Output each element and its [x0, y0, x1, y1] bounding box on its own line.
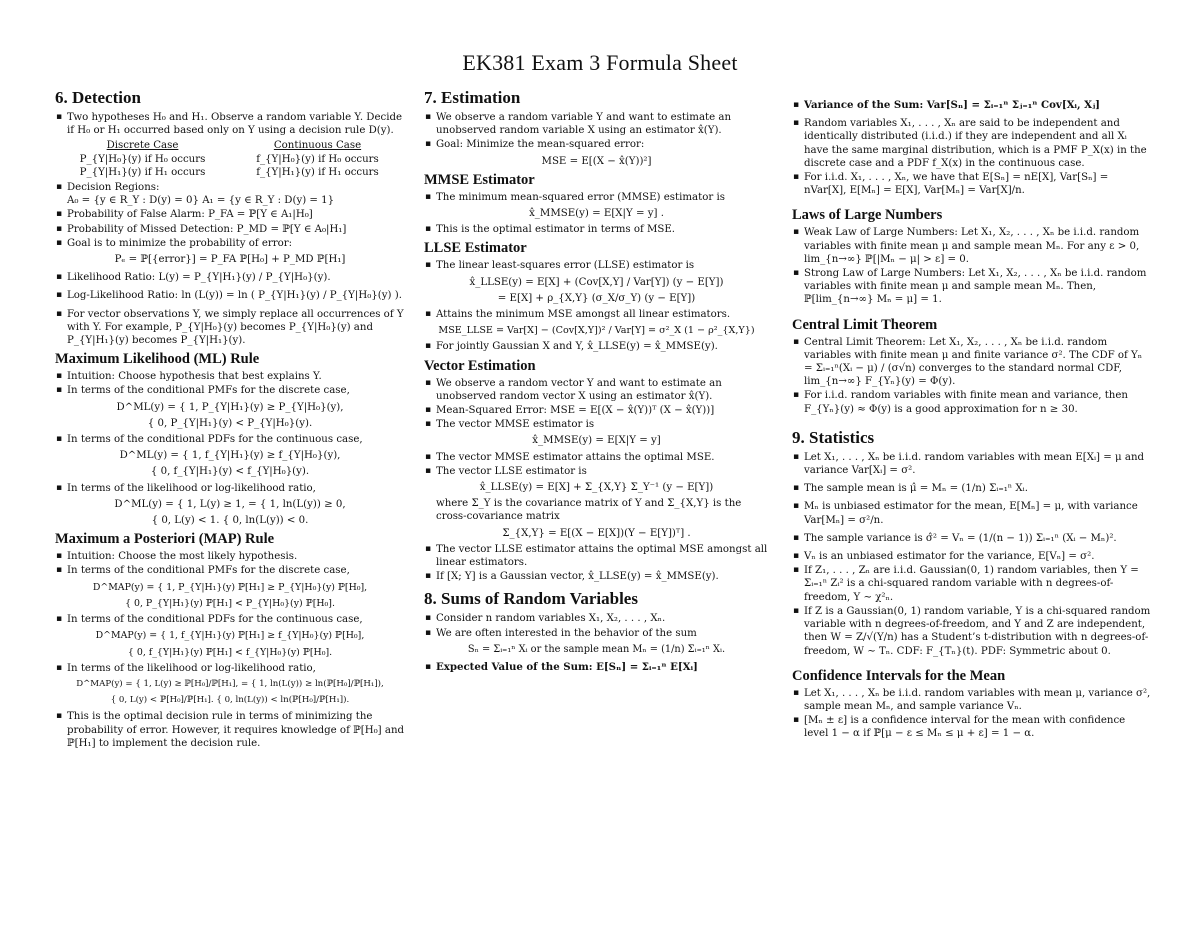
- equation: D^ML(y) = { 1, P_{Y|H₁}(y) ≥ P_{Y|H₀}(y),: [116, 401, 344, 413]
- section-title: 8. Sums of Random Variables: [424, 589, 638, 609]
- list-item: ▪ We are often interested in the behavior of the sum: [436, 627, 769, 640]
- list-item: ▪ For i.i.d. random variables with finite mean and variance, then F_{Yₙ}(y) ≈ Φ(y) is a good approximation for n ≥ 30.: [804, 389, 1152, 415]
- list-item: ▪ Two hypotheses H₀ and H₁. Observe a random variable Y. Decide if H₀ or H₁ occurred based only on Y using a decision rule D(y).: [67, 111, 405, 137]
- list-item: ▪ For vector observations Y, we simply replace all occurrences of Y with Y. For example, P_{Y|H₀}(y) becomes P_{Y|H₀}(y) and P_{Y|H₁}(y) becomes P_{Y|H₁}(y).: [67, 308, 405, 348]
- table-cell: f_{Y|H₀}(y) if H₀ occurs: [256, 153, 379, 165]
- equation: { 0, f_{Y|H₁}(y) < f_{Y|H₀}(y).: [150, 466, 310, 478]
- list-item: ▪ Attains the minimum MSE amongst all linear estimators.: [436, 308, 769, 321]
- list-item: ▪ In terms of the likelihood or log-likelihood ratio,: [67, 482, 405, 495]
- list-item: ▪ Random variables X₁, . . . , Xₙ are said to be independent and identically distributed (i.i.d.) if they are independent and all Xᵢ have the same marginal distribution, which is a PMF P_X(x) in the discrete case and a PDF f_X(x) in the continuous case.: [804, 117, 1152, 170]
- list-item: ▪ Weak Law of Large Numbers: Let X₁, X₂, . . . , Xₙ be i.i.d. random variables with finite mean μ and sample mean Mₙ. For any ε > 0, lim_{n→∞} ℙ[|Mₙ − μ| > ε] = 0.: [804, 226, 1152, 266]
- equation: = E[X] + ρ_{X,Y} (σ_X/σ_Y) (y − E[Y]): [497, 292, 696, 304]
- list-item: ▪ The minimum mean-squared error (MMSE) estimator is: [436, 191, 769, 204]
- list-item: ▪ [Mₙ ± ε] is a confidence interval for the mean with confidence level 1 − α if ℙ[μ − ε ≤ Mₙ ≤ μ + ε] = 1 − α.: [804, 714, 1152, 740]
- list-item: ▪ Strong Law of Large Numbers: Let X₁, X₂, . . . , Xₙ be i.i.d. random variables with finite mean μ and sample mean Mₙ. Then, ℙ[lim_{n→∞} Mₙ = μ] = 1.: [804, 267, 1152, 307]
- subsection-title: Laws of Large Numbers: [792, 207, 943, 224]
- list-item: ▪ Expected Value of the Sum: E[Sₙ] = Σᵢ₌₁ⁿ E[Xᵢ]: [436, 661, 769, 674]
- equation: { 0, P_{Y|H₁}(y) ℙ[H₁] < P_{Y|H₀}(y) ℙ[H₀].: [125, 597, 335, 609]
- list-item: ▪ The vector LLSE estimator attains the optimal MSE amongst all linear estimators.: [436, 543, 769, 569]
- list-item: ▪ Probability of False Alarm: P_FA = ℙ[Y ∈ A₁|H₀]: [67, 208, 405, 221]
- list-item: ▪ The sample variance is σ̂² = Vₙ = (1/(n − 1)) Σᵢ₌₁ⁿ (Xᵢ − Mₙ)².: [804, 532, 1152, 545]
- list-item: ▪ In terms of the conditional PDFs for the continuous case,: [67, 613, 405, 626]
- subsection-title: MMSE Estimator: [424, 171, 535, 188]
- list-item: ▪ This is the optimal decision rule in terms of minimizing the probability of error. However, it requires knowledge of ℙ[H₀] and ℙ[H₁] to implement the decision rule.: [67, 710, 405, 750]
- list-item: ▪ Likelihood Ratio: L(y) = P_{Y|H₁}(y) / P_{Y|H₀}(y).: [67, 271, 405, 284]
- list-item: ▪ The sample mean is μ̂ = Mₙ = (1/n) Σᵢ₌₁ⁿ Xᵢ.: [804, 482, 1152, 495]
- equation: { 0, L(y) < 1. { 0, ln(L(y)) < 0.: [151, 515, 309, 527]
- list-item: ▪ Intuition: Choose hypothesis that best explains Y.: [67, 370, 405, 383]
- case-table: [55, 139, 405, 179]
- equation: { 0, f_{Y|H₁}(y) ℙ[H₁] < f_{Y|H₀}(y) ℙ[H₀].: [127, 646, 333, 658]
- list-item: ▪ In terms of the likelihood or log-likelihood ratio,: [67, 662, 405, 675]
- list-item: ▪ Let X₁, . . . , Xₙ be i.i.d. random variables with mean E[Xᵢ] = μ and variance Var[Xᵢ] = σ².: [804, 451, 1152, 477]
- equation: x̂_LLSE(y) = E[X] + (Cov[X,Y] / Var[Y]) (y − E[Y]): [469, 276, 724, 288]
- list-item: ▪ For i.i.d. X₁, . . . , Xₙ, we have that E[Sₙ] = nE[X], Var[Sₙ] = nVar[X], E[Mₙ] = E[X], Var[Mₙ] = Var[X]/n.: [804, 171, 1152, 197]
- list-item: ▪ Variance of the Sum: Var[Sₙ] = Σᵢ₌₁ⁿ Σⱼ₌₁ⁿ Cov[Xᵢ, Xⱼ]: [804, 99, 1152, 112]
- list-item: ▪ The linear least-squares error (LLSE) estimator is: [436, 259, 769, 272]
- equation: D^MAP(y) = { 1, f_{Y|H₁}(y) ℙ[H₁] ≥ f_{Y|H₀}(y) ℙ[H₀],: [95, 630, 365, 642]
- list-item: ▪ Mean-Squared Error: MSE = E[(X − x̂(Y))ᵀ (X − x̂(Y))]: [436, 404, 769, 417]
- list-item: ▪ The vector MMSE estimator attains the optimal MSE.: [436, 451, 769, 464]
- list-item: ▪ The vector MMSE estimator is: [436, 418, 769, 431]
- page-title: EK381 Exam 3 Formula Sheet: [462, 50, 738, 75]
- equation: MSE = E[(X − x̂(Y))²]: [541, 155, 652, 167]
- equation: D^MAP(y) = { 1, P_{Y|H₁}(y) ℙ[H₁] ≥ P_{Y|H₀}(y) ℙ[H₀],: [92, 581, 368, 593]
- subsection-title: LLSE Estimator: [424, 240, 527, 257]
- column-detection: [55, 86, 405, 751]
- list-item: ▪ Consider n random variables X₁, X₂, . . . , Xₙ.: [436, 612, 769, 625]
- equation: D^MAP(y) = { 1, L(y) ≥ ℙ[H₀]/ℙ[H₁], = { 1, ln(L(y)) ≥ ln(ℙ[H₀]/ℙ[H₁]),: [76, 678, 384, 689]
- paragraph: where Σ_Y is the covariance matrix of Y and Σ_{X,Y} is the cross-covariance matrix: [436, 498, 742, 523]
- equation: D^ML(y) = { 1, f_{Y|H₁}(y) ≥ f_{Y|H₀}(y),: [119, 450, 341, 462]
- equation: Sₙ = Σᵢ₌₁ⁿ Xᵢ or the sample mean Mₙ = (1/n) Σᵢ₌₁ⁿ Xᵢ.: [467, 643, 726, 655]
- list-item: ▪ Mₙ is unbiased estimator for the mean, E[Mₙ] = μ, with variance Var[Mₙ] = σ²/n.: [804, 500, 1152, 526]
- list-item: ▪ For jointly Gaussian X and Y, x̂_LLSE(y) = x̂_MMSE(y).: [436, 340, 769, 353]
- equation: x̂_MMSE(y) = E[X|Y = y]: [532, 435, 661, 447]
- list-item: ▪ Log-Likelihood Ratio: ln (L(y)) = ln ( P_{Y|H₁}(y) / P_{Y|H₀}(y) ).: [67, 289, 405, 302]
- equation: A₀ = {y ∈ R_Y : D(y) = 0} A₁ = {y ∈ R_Y : D(y) = 1}: [67, 195, 335, 207]
- list-item: ▪ If Z₁, . . . , Zₙ are i.i.d. Gaussian(0, 1) random variables, then Y = Σᵢ₌₁ⁿ Zᵢ² is a chi-squared random variable with n degrees-of-freedom, Y ∼ χ²ₙ.: [804, 564, 1152, 604]
- list-item: ▪ Vₙ is an unbiased estimator for the variance, E[Vₙ] = σ².: [804, 550, 1152, 563]
- equation: MSE_LLSE = Var[X] − (Cov[X,Y])² / Var[Y] = σ²_X (1 − ρ²_{X,Y}): [438, 325, 755, 337]
- table-header: Continuous Case: [273, 140, 362, 152]
- equation: { 0, P_{Y|H₁}(y) < P_{Y|H₀}(y).: [147, 417, 313, 429]
- subsection-title: Maximum Likelihood (ML) Rule: [55, 351, 260, 368]
- equation: x̂_LLSE(y) = E[X] + Σ_{X,Y} Σ_Y⁻¹ (y − E[Y]): [479, 482, 714, 494]
- list-item: ▪ Let X₁, . . . , Xₙ be i.i.d. random variables with mean μ, variance σ², sample mean Mₙ, and sample variance Vₙ.: [804, 687, 1152, 713]
- list-item: ▪ We observe a random vector Y and want to estimate an unobserved random vector X using an estimator x̂(Y).: [436, 377, 769, 403]
- list-item: ▪ Goal is to minimize the probability of error:: [67, 237, 405, 250]
- subsection-title: Maximum a Posteriori (MAP) Rule: [55, 531, 275, 548]
- subsection-title: Vector Estimation: [424, 357, 536, 374]
- table-cell: P_{Y|H₀}(y) if H₀ occurs: [79, 153, 206, 165]
- list-item: ▪ In terms of the conditional PMFs for the discrete case,: [67, 384, 405, 397]
- section-title: 6. Detection: [55, 88, 141, 107]
- table-header: Discrete Case: [106, 140, 179, 152]
- list-item: ▪ In terms of the conditional PMFs for the discrete case,: [67, 564, 405, 577]
- list-item: ▪ Central Limit Theorem: Let X₁, X₂, . . . , Xₙ be i.i.d. random variables with finite mean μ and finite variance σ². The CDF of Yₙ = Σᵢ₌₁ⁿ(Xᵢ − μ) / (σ√n) converges to the standard normal CDF, lim_{n→∞} F_{Yₙ}(y) = Φ(y).: [804, 336, 1152, 389]
- list-item: ▪ Probability of Missed Detection: P_MD = ℙ[Y ∈ A₀|H₁]: [67, 223, 405, 236]
- equation: D^ML(y) = { 1, L(y) ≥ 1, = { 1, ln(L(y)) ≥ 0,: [114, 498, 346, 510]
- list-item: ▪ Goal: Minimize the mean-squared error:: [436, 138, 769, 151]
- table-cell: P_{Y|H₁}(y) if H₁ occurs: [79, 166, 206, 178]
- list-item: ▪ We observe a random variable Y and want to estimate an unobserved random variable X using an estimator x̂(Y).: [436, 111, 769, 137]
- list-item: [67, 181, 405, 207]
- list-item: ▪ In terms of the conditional PDFs for the continuous case,: [67, 433, 405, 446]
- list-item: ▪ If [X; Y] is a Gaussian vector, x̂_LLSE(y) = x̂_MMSE(y).: [436, 570, 769, 583]
- section-title: 9. Statistics: [792, 427, 875, 447]
- equation: Σ_{X,Y} = E[(X − E[X])(Y − E[Y])ᵀ] .: [502, 527, 691, 539]
- item-text: Decision Regions:: [67, 182, 160, 194]
- subsection-title: Central Limit Theorem: [792, 316, 938, 333]
- list-item: ▪ The vector LLSE estimator is: [436, 465, 769, 478]
- equation: Pₑ = ℙ[{error}] = P_FA ℙ[H₀] + P_MD ℙ[H₁]: [114, 254, 346, 266]
- list-item: ▪ If Z is a Gaussian(0, 1) random variable, Y is a chi-squared random variable with n degrees-of-freedom, and Y and Z are independent, then W = Z/√(Y/n) has a Student’s t-distribution with n degrees-of-freedom, W ∼ Tₙ. CDF: F_{Tₙ}(t). PDF: Symmetric about 0.: [804, 605, 1152, 658]
- equation: { 0, L(y) < ℙ[H₀]/ℙ[H₁]. { 0, ln(L(y)) < ln(ℙ[H₀]/ℙ[H₁]).: [110, 695, 350, 706]
- section-title: 7. Estimation: [424, 88, 521, 107]
- table-cell: f_{Y|H₁}(y) if H₁ occurs: [256, 166, 379, 178]
- subsection-title: Confidence Intervals for the Mean: [792, 667, 1006, 684]
- column-statistics: [792, 94, 1152, 742]
- list-item: ▪ Intuition: Choose the most likely hypothesis.: [67, 550, 405, 563]
- equation: x̂_MMSE(y) = E[X|Y = y] .: [529, 208, 664, 220]
- list-item: ▪ This is the optimal estimator in terms of MSE.: [436, 223, 769, 236]
- column-estimation: [424, 86, 769, 679]
